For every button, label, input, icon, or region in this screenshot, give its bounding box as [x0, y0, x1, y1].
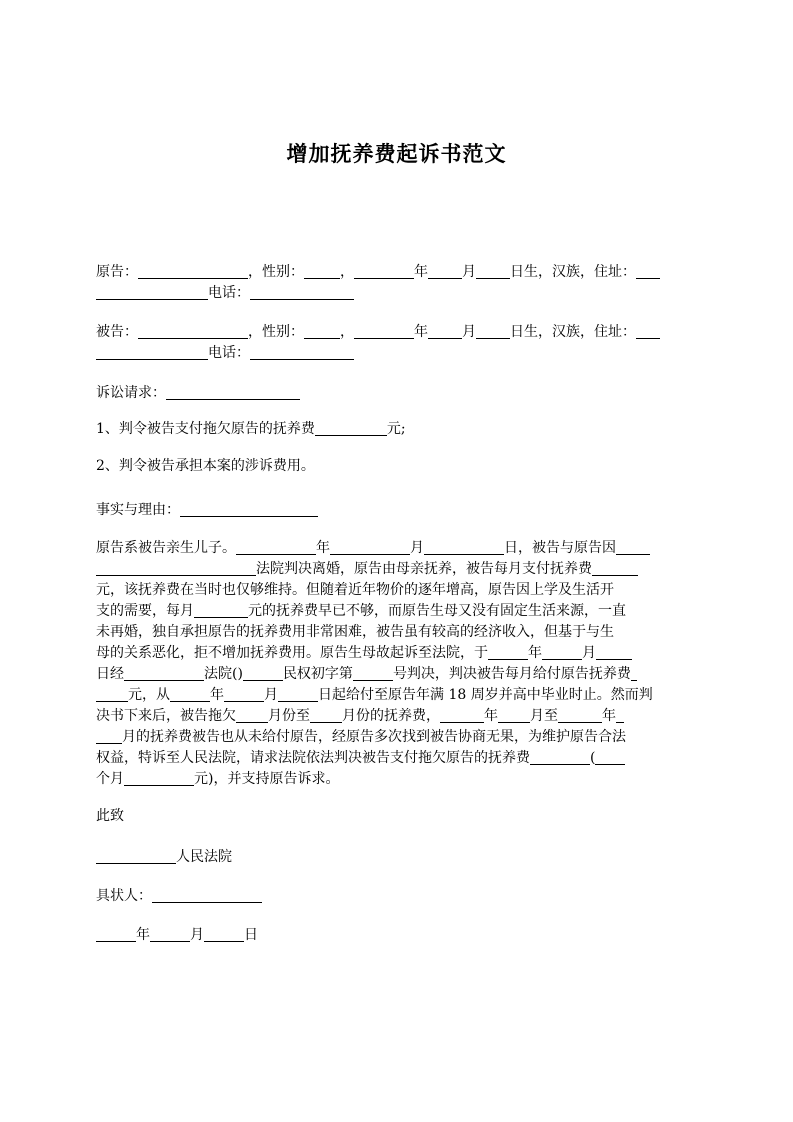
fill-blank	[488, 643, 528, 660]
defendant-phone-blank	[250, 343, 354, 360]
claims-label: 诉讼请求：	[96, 385, 166, 401]
facts-text: 号判决，判决被告每月给付原告抚养费	[392, 666, 631, 682]
facts-row-1	[96, 538, 700, 559]
claim-item-1-text: 1、判令被告支付拖欠原告的抚养费	[96, 421, 315, 437]
defendant-comma: ，	[340, 324, 354, 340]
facts-row-6	[96, 643, 700, 664]
facts-text: 月	[582, 645, 596, 661]
fill-blank	[592, 559, 638, 576]
facts-text: 日，被告与原告因	[504, 540, 616, 556]
fill-blank	[596, 643, 632, 660]
facts-row-12	[96, 769, 700, 790]
court-label: 人民法院	[176, 849, 232, 865]
defendant-address-blank-2	[96, 343, 208, 360]
facts-text: 母的关系恶化，拒不增加抚养费用。原告生母故起诉至法院，于	[96, 645, 488, 661]
plaintiff-gender-blank	[304, 262, 340, 279]
fill-blank	[96, 559, 256, 576]
defendant-gender-label: ，性别：	[248, 324, 304, 340]
defendant-label: 被告：	[96, 324, 138, 340]
fill-blank	[236, 706, 268, 723]
fill-blank	[631, 664, 637, 681]
facts-text: 年	[602, 708, 616, 724]
facts-text: 权益，特诉至人民法院，请求法院依法判决被告支付拖欠原告的抚养费	[96, 750, 530, 766]
claim-item-1-unit: 元;	[386, 421, 406, 437]
fill-blank	[498, 706, 530, 723]
facts-blank	[180, 500, 318, 517]
facts-text: 元，从	[128, 687, 170, 703]
plaintiff-label: 原告：	[96, 264, 138, 280]
fill-blank	[424, 538, 504, 555]
fill-blank	[243, 664, 283, 681]
facts-row-4	[96, 601, 700, 622]
facts-row-2	[96, 559, 700, 580]
plaintiff-day-blank	[476, 262, 510, 279]
plaintiff-comma: ，	[340, 264, 354, 280]
defendant-phone-label: 电话：	[208, 345, 250, 361]
plaintiff-gender-label: ，性别：	[248, 264, 304, 280]
fill-blank	[124, 664, 204, 681]
defendant-line-1	[96, 322, 660, 343]
fill-blank	[330, 538, 410, 555]
facts-text: 日经	[96, 666, 124, 682]
facts-text: 月份的抚养费，	[342, 708, 440, 724]
plaintiff-month-blank	[428, 262, 462, 279]
date-day-label: 日	[244, 927, 258, 943]
date-month-label: 月	[190, 927, 204, 943]
defendant-address-label: 日生，汉族，住址：	[510, 324, 636, 340]
fill-blank	[194, 601, 248, 618]
facts-text: 日起给付至原告年满 18 周岁并高中毕业时止。然而判	[318, 687, 653, 703]
defendant-address-blank	[636, 322, 660, 339]
claim-amount-blank	[315, 419, 387, 436]
facts-heading	[96, 500, 318, 521]
plaintiff-line-1	[96, 262, 660, 283]
fill-blank	[310, 706, 342, 723]
facts-text: 民权初字第	[282, 666, 353, 682]
facts-text: 支的需要，每月	[96, 603, 194, 619]
facts-row-10	[96, 727, 700, 748]
plaintiff-line-2	[96, 283, 354, 304]
fill-blank	[558, 706, 602, 723]
facts-text: 年	[484, 708, 498, 724]
facts-text: 月	[264, 687, 278, 703]
fill-blank	[170, 685, 210, 702]
facts-row-8	[96, 685, 700, 706]
plaintiff-address-label: 日生，汉族，住址：	[510, 264, 636, 280]
facts-text: (	[590, 750, 596, 766]
closing-greeting: 此致	[96, 808, 124, 824]
facts-row-3: 元，该抚养费在当时也仅够维持。但随着近年物价的逐年增高，原告因上学及生活开	[96, 582, 614, 598]
facts-text: 元的抚养费早已不够，而原告生母又没有固定生活来源，一直	[248, 603, 626, 619]
signer-label: 具状人：	[96, 888, 152, 904]
claim-item-1	[96, 419, 406, 440]
plaintiff-phone-blank	[250, 283, 354, 300]
signer-blank	[152, 886, 262, 903]
facts-text: 决书下来后，被告拖欠	[96, 708, 236, 724]
claims-heading	[96, 383, 300, 404]
facts-text: 年	[316, 540, 330, 556]
defendant-gender-blank	[304, 322, 340, 339]
date-day-blank	[204, 925, 244, 942]
facts-text: 月至	[530, 708, 558, 724]
fill-blank	[595, 748, 625, 765]
facts-text: 月	[410, 540, 424, 556]
date-year-blank	[96, 925, 136, 942]
date-line	[96, 925, 258, 946]
plaintiff-year-label: 年	[414, 264, 428, 280]
fill-blank	[236, 538, 316, 555]
fill-blank	[96, 685, 128, 702]
plaintiff-address-blank-2	[96, 283, 208, 300]
facts-paragraph	[96, 538, 700, 790]
date-month-blank	[150, 925, 190, 942]
fill-blank	[224, 685, 264, 702]
court-name-blank	[96, 847, 176, 864]
facts-text: 月份至	[268, 708, 310, 724]
facts-label: 事实与理由：	[96, 502, 180, 518]
date-year-label: 年	[136, 927, 150, 943]
facts-row-11	[96, 748, 700, 769]
facts-text: 年	[528, 645, 542, 661]
facts-text: 法院()	[204, 666, 243, 682]
fill-blank	[530, 748, 590, 765]
fill-blank	[616, 538, 650, 555]
signer-line	[96, 886, 262, 907]
defendant-year-label: 年	[414, 324, 428, 340]
claim-item-2: 2、判令被告承担本案的涉诉费用。	[96, 458, 315, 474]
facts-text: 法院判决离婚，原告由母亲抚养，被告每月支付抚养费	[256, 561, 592, 577]
fill-blank	[542, 643, 582, 660]
page-title: 增加抚养费起诉书范文	[286, 142, 507, 166]
plaintiff-name-blank	[138, 262, 248, 279]
fill-blank	[440, 706, 484, 723]
facts-text: 个月	[96, 771, 124, 787]
plaintiff-address-blank	[636, 262, 660, 279]
defendant-day-blank	[476, 322, 510, 339]
fill-blank	[124, 769, 194, 786]
plaintiff-year-blank	[354, 262, 414, 279]
facts-text: 年	[210, 687, 224, 703]
fill-blank	[96, 727, 122, 744]
fill-blank	[353, 664, 393, 681]
facts-row-5: 未再婚，独自承担原告的抚养费用非常困难，被告虽有较高的经济收入，但基于与生	[96, 624, 614, 640]
defendant-month-label: 月	[462, 324, 476, 340]
plaintiff-month-label: 月	[462, 264, 476, 280]
facts-text: 元)，并支持原告诉求。	[194, 771, 340, 787]
facts-text: 原告系被告亲生儿子。	[96, 540, 236, 556]
fill-blank	[616, 706, 624, 723]
claims-blank	[166, 383, 300, 400]
plaintiff-phone-label: 电话：	[208, 285, 250, 301]
defendant-year-blank	[354, 322, 414, 339]
defendant-month-blank	[428, 322, 462, 339]
defendant-line-2	[96, 343, 354, 364]
facts-row-7	[96, 664, 700, 685]
fill-blank	[278, 685, 318, 702]
facts-text: 月的抚养费被告也从未给付原告，经原告多次找到被告协商无果，为维护原告合法	[122, 729, 626, 745]
defendant-name-blank	[138, 322, 248, 339]
court-line	[96, 847, 232, 868]
facts-row-9	[96, 706, 700, 727]
